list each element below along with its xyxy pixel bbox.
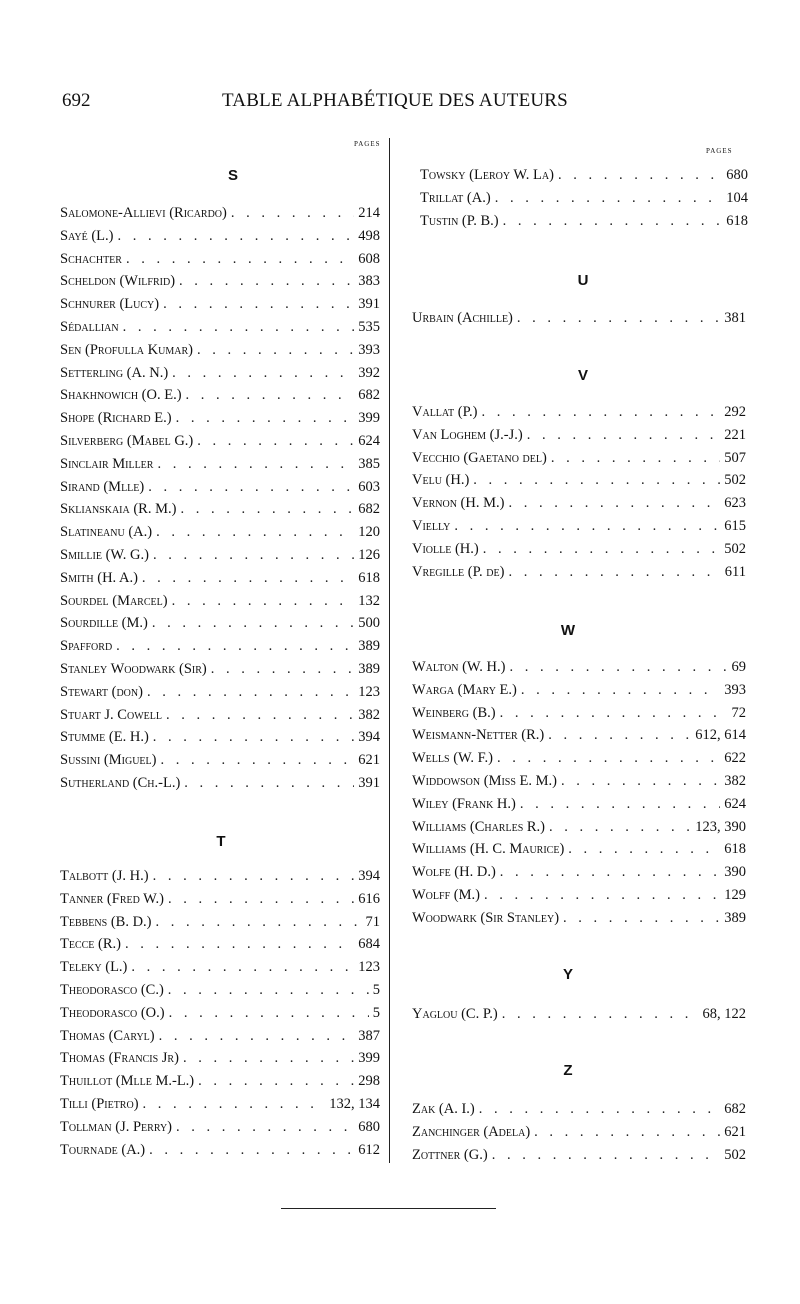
page-reference: 387 <box>358 1027 380 1044</box>
leader-dots <box>454 518 720 535</box>
leader-dots <box>509 659 727 676</box>
leader-dots <box>483 541 721 558</box>
page-reference: 618 <box>726 212 748 229</box>
leader-dots <box>116 638 354 655</box>
leader-dots <box>568 841 720 858</box>
author-name: Tilli (Pietro) <box>60 1096 139 1112</box>
index-entry <box>412 910 746 932</box>
author-name: Walton (W. H.) <box>412 659 506 675</box>
index-entry <box>412 564 746 586</box>
author-name: Thomas (Francis Jr) <box>60 1050 179 1067</box>
author-name: Williams (H. C. Maurice) <box>412 841 565 858</box>
index-entry <box>60 479 380 501</box>
index-entry <box>60 593 380 615</box>
section-letter: T <box>216 833 226 850</box>
page-number: 692 <box>62 90 91 111</box>
leader-dots <box>197 342 354 359</box>
leader-dots <box>551 450 720 467</box>
leader-dots <box>156 524 354 541</box>
index-entry <box>60 868 380 890</box>
index-entry <box>60 1028 380 1050</box>
leader-dots <box>180 501 354 518</box>
author-name: Tebbens (B. D.) <box>60 913 152 930</box>
leader-dots <box>521 682 720 699</box>
leader-dots <box>186 387 355 404</box>
index-entry <box>60 228 380 250</box>
author-name: Towsky (Leroy W. La) <box>420 167 554 183</box>
author-name: Slatineanu (A.) <box>60 524 153 541</box>
index-entry <box>412 450 746 472</box>
author-name: Tollman (J. Perry) <box>60 1118 172 1135</box>
page-reference: 389 <box>724 909 746 926</box>
author-name: Thuillot (Mlle M.-L.) <box>60 1073 195 1090</box>
index-entry <box>60 365 380 387</box>
page-reference: 502 <box>724 472 746 489</box>
page-reference: 381 <box>724 310 746 326</box>
author-name: Weinberg (B.) <box>412 704 496 721</box>
author-name: Van Loghem (J.-J.) <box>412 426 523 443</box>
index-entry <box>60 982 380 1004</box>
leader-dots <box>563 910 720 927</box>
page-reference: 618 <box>358 569 380 586</box>
index-entry <box>60 251 380 273</box>
page-reference: 394 <box>358 868 380 884</box>
leader-dots <box>508 564 720 581</box>
page-reference: 393 <box>358 341 380 358</box>
index-entry <box>60 1005 380 1027</box>
page-reference: 621 <box>358 752 380 769</box>
page-reference: 603 <box>358 478 380 495</box>
index-entry <box>60 547 380 569</box>
index-entry <box>60 296 380 318</box>
page-reference: 385 <box>358 455 380 472</box>
leader-dots <box>160 752 354 769</box>
author-name: Sinclair Miller <box>60 455 154 472</box>
page-reference: 682 <box>724 1101 746 1117</box>
index-entry <box>60 524 380 546</box>
index-entry <box>60 501 380 523</box>
author-name: Smillie (W. G.) <box>60 547 149 563</box>
author-name: Schachter <box>60 250 122 267</box>
author-name: Thomas (Caryl) <box>60 1027 155 1044</box>
leader-dots <box>159 1028 355 1045</box>
column-divider <box>389 138 390 1163</box>
page-reference: 535 <box>358 319 380 335</box>
author-name: Smith (H. A.) <box>60 569 138 586</box>
page-reference: 394 <box>358 729 380 746</box>
page-reference: 126 <box>358 547 380 563</box>
index-entry <box>60 1096 380 1118</box>
author-name: Vecchio (Gaetano del) <box>412 449 547 466</box>
index-entry <box>412 819 746 841</box>
author-name: Trillat (A.) <box>420 189 491 206</box>
index-entry <box>60 433 380 455</box>
index-entry <box>60 661 380 683</box>
leader-dots <box>157 456 354 473</box>
page-reference: 618 <box>724 841 746 858</box>
author-name: Sayé (L.) <box>60 227 114 244</box>
leader-dots <box>156 914 362 931</box>
author-name: Stuart J. Cowell <box>60 706 162 723</box>
leader-dots <box>172 365 354 382</box>
page-reference: 120 <box>358 524 380 541</box>
leader-dots <box>117 228 354 245</box>
page-reference: 507 <box>724 449 746 466</box>
author-name: Tournade (A.) <box>60 1141 146 1158</box>
page-reference: 391 <box>358 775 380 791</box>
leader-dots <box>558 167 722 184</box>
leader-dots <box>123 319 355 336</box>
author-name: Williams (Charles R.) <box>412 818 546 835</box>
page-reference: 68, 122 <box>702 1006 746 1022</box>
leader-dots <box>527 427 721 444</box>
author-name: Zottner (G.) <box>412 1146 488 1163</box>
index-entry <box>412 472 746 494</box>
page-reference: 624 <box>724 795 746 812</box>
index-entry <box>60 410 380 432</box>
author-name: Scheldon (Wilfrid) <box>60 273 176 290</box>
author-name: Silverberg (Mabel G.) <box>60 433 194 449</box>
author-name: Wiley (Frank H.) <box>412 795 516 812</box>
page-reference: 104 <box>726 189 748 206</box>
index-entry <box>420 167 748 189</box>
leader-dots <box>143 1096 326 1113</box>
page-reference: 608 <box>358 250 380 267</box>
author-name: Sédallian <box>60 319 119 335</box>
leader-dots <box>503 213 723 230</box>
leader-dots <box>484 887 720 904</box>
author-name: Sen (Profulla Kumar) <box>60 341 193 358</box>
index-entry <box>412 887 746 909</box>
index-entry <box>60 342 380 364</box>
leader-dots <box>179 273 354 290</box>
index-entry <box>412 841 746 863</box>
author-name: Theodorasco (O.) <box>60 1004 165 1021</box>
page-reference: 621 <box>724 1123 746 1140</box>
author-name: Velu (H.) <box>412 472 470 489</box>
section-letter: W <box>560 622 576 639</box>
author-name: Wolff (M.) <box>412 887 480 903</box>
author-name: Urbain (Achille) <box>412 310 513 326</box>
leader-dots <box>166 707 354 724</box>
author-name: Shakhnowich (O. E.) <box>60 387 182 404</box>
page-reference: 123 <box>358 683 380 700</box>
page-reference: 682 <box>358 501 380 518</box>
page-reference: 391 <box>358 296 380 313</box>
page-reference: 622 <box>724 750 746 767</box>
leader-dots <box>142 570 354 587</box>
page-reference: 123, 390 <box>695 818 746 835</box>
page-reference: 382 <box>358 706 380 723</box>
index-entry <box>60 615 380 637</box>
leader-dots <box>517 310 720 327</box>
leader-dots <box>482 404 721 421</box>
leader-dots <box>176 1119 354 1136</box>
page-reference: 132 <box>358 592 380 609</box>
author-name: Vernon (H. M.) <box>412 495 505 512</box>
index-entry <box>412 404 746 426</box>
leader-dots <box>495 190 723 207</box>
index-entry <box>412 773 746 795</box>
page-reference: 612, 614 <box>695 727 746 744</box>
index-entry <box>420 213 748 235</box>
page-reference: 680 <box>358 1118 380 1135</box>
author-name: Violle (H.) <box>412 540 479 557</box>
leader-dots <box>168 891 354 908</box>
page-reference: 623 <box>724 495 746 512</box>
index-entry <box>60 936 380 958</box>
leader-dots <box>197 433 354 450</box>
author-name: Sussini (Miguel) <box>60 752 157 769</box>
leader-dots <box>549 819 691 836</box>
page-reference: 500 <box>358 615 380 632</box>
index-entry <box>60 456 380 478</box>
index-entry <box>60 729 380 751</box>
index-entry <box>60 1050 380 1072</box>
page-reference: 616 <box>358 890 380 907</box>
index-entry <box>412 518 746 540</box>
index-entry <box>412 796 746 818</box>
index-entry <box>60 1073 380 1095</box>
section-letter: U <box>577 272 589 289</box>
author-name: Wolfe (H. D.) <box>412 864 496 881</box>
index-entry <box>412 750 746 772</box>
page-reference: 389 <box>358 638 380 655</box>
page-reference: 498 <box>358 227 380 244</box>
page-reference: 72 <box>731 704 746 721</box>
author-name: Zak (A. I.) <box>412 1101 475 1117</box>
leader-dots <box>520 796 720 813</box>
index-entry <box>60 707 380 729</box>
page-reference: 298 <box>358 1073 380 1090</box>
page-reference: 392 <box>358 364 380 381</box>
index-entry <box>60 319 380 341</box>
index-entry <box>412 1147 746 1169</box>
index-entry <box>412 864 746 886</box>
section-letter: Y <box>562 966 573 983</box>
author-name: Stanley Woodwark (Sir) <box>60 661 207 677</box>
page-reference: 129 <box>724 887 746 903</box>
page-reference: 389 <box>358 661 380 677</box>
author-name: Teleky (L.) <box>60 959 128 976</box>
index-entry <box>412 310 746 332</box>
page-reference: 123 <box>358 959 380 976</box>
leader-dots <box>153 547 354 564</box>
index-entry <box>412 1101 746 1123</box>
index-entry <box>412 682 746 704</box>
section-letter: Z <box>563 1062 573 1079</box>
page-reference: 383 <box>358 273 380 290</box>
index-entry <box>60 638 380 660</box>
index-entry <box>60 570 380 592</box>
index-entry <box>60 891 380 913</box>
leader-dots <box>147 684 354 701</box>
leader-dots <box>231 205 354 222</box>
leader-dots <box>479 1101 720 1118</box>
leader-dots <box>534 1124 720 1141</box>
page-reference: 502 <box>724 1146 746 1163</box>
leader-dots <box>183 1050 354 1067</box>
page-reference: 71 <box>365 913 380 930</box>
leader-dots <box>502 1006 699 1023</box>
author-name: Talbott (J. H.) <box>60 868 149 884</box>
leader-dots <box>184 775 354 792</box>
author-name: Wells (W. F.) <box>412 750 493 767</box>
leader-dots <box>198 1073 354 1090</box>
index-entry <box>412 705 746 727</box>
author-name: Theodorasco (C.) <box>60 982 164 998</box>
index-entry <box>412 1006 746 1028</box>
author-name: Zanchinger (Adela) <box>412 1123 531 1140</box>
leader-dots <box>131 959 354 976</box>
page-reference: 615 <box>724 518 746 534</box>
author-name: Vielly <box>412 518 451 534</box>
page-reference: 399 <box>358 410 380 427</box>
leader-dots <box>126 251 354 268</box>
section-letter: V <box>577 367 588 384</box>
index-entry <box>60 752 380 774</box>
page-reference: 214 <box>358 205 380 221</box>
page-reference: 390 <box>724 864 746 881</box>
section-letter: S <box>227 167 238 184</box>
index-entry <box>412 495 746 517</box>
page-reference: 132, 134 <box>329 1096 380 1112</box>
page-reference: 5 <box>372 982 380 998</box>
author-name: Weismann-Netter (R.) <box>412 727 545 744</box>
leader-dots <box>148 479 354 496</box>
leader-dots <box>172 593 355 610</box>
page-reference: 682 <box>358 387 380 404</box>
leader-dots <box>497 750 720 767</box>
index-entry <box>412 1124 746 1146</box>
index-entry <box>60 684 380 706</box>
author-name: Tecce (R.) <box>60 936 121 953</box>
leader-dots <box>548 727 691 744</box>
leader-dots <box>149 1142 354 1159</box>
author-name: Schnurer (Lucy) <box>60 296 160 313</box>
leader-dots <box>492 1147 721 1164</box>
leader-dots <box>125 936 354 953</box>
leader-dots <box>169 1005 369 1022</box>
index-entry <box>60 205 380 227</box>
index-entry <box>60 1142 380 1164</box>
author-name: Tanner (Fred W.) <box>60 890 164 907</box>
author-name: Salomone-Allievi (Ricardo) <box>60 205 227 221</box>
pages-column-label: pages <box>706 145 733 156</box>
author-name: Setterling (A. N.) <box>60 364 169 381</box>
author-name: Sourdille (M.) <box>60 615 148 632</box>
page-reference: 393 <box>724 681 746 698</box>
index-entry <box>420 190 748 212</box>
leader-dots <box>500 864 720 881</box>
leader-dots <box>176 410 355 427</box>
leader-dots <box>152 615 354 632</box>
author-name: Warga (Mary E.) <box>412 681 517 698</box>
leader-dots <box>168 982 369 999</box>
author-name: Vregille (P. de) <box>412 563 505 580</box>
leader-dots <box>153 868 355 885</box>
bottom-rule <box>281 1208 496 1209</box>
index-entry <box>412 659 746 681</box>
author-name: Sklianskaia (R. M.) <box>60 501 177 518</box>
page-reference: 292 <box>724 404 746 420</box>
author-name: Vallat (P.) <box>412 404 478 420</box>
leader-dots <box>561 773 720 790</box>
page-reference: 611 <box>724 563 746 580</box>
author-name: Tustin (P. B.) <box>420 212 499 229</box>
page-reference: 624 <box>358 433 380 449</box>
page-reference: 382 <box>724 773 746 789</box>
author-name: Widdowson (Miss E. M.) <box>412 773 558 789</box>
page-reference: 502 <box>724 540 746 557</box>
leader-dots <box>153 729 354 746</box>
page-reference: 69 <box>731 659 746 675</box>
page-reference: 221 <box>724 426 746 443</box>
author-name: Sourdel (Marcel) <box>60 592 168 609</box>
index-entry <box>412 427 746 449</box>
page-reference: 399 <box>358 1050 380 1067</box>
page-reference: 684 <box>358 936 380 953</box>
author-name: Sutherland (Ch.-L.) <box>60 775 181 791</box>
index-entry <box>60 959 380 981</box>
page-title: TABLE ALPHABÉTIQUE DES AUTEURS <box>222 90 568 111</box>
leader-dots <box>163 296 354 313</box>
leader-dots <box>500 705 728 722</box>
index-entry <box>60 1119 380 1141</box>
index-entry <box>412 541 746 563</box>
author-name: Shope (Richard E.) <box>60 410 172 427</box>
author-name: Stumme (E. H.) <box>60 729 149 746</box>
leader-dots <box>508 495 720 512</box>
leader-dots <box>211 661 354 678</box>
index-entry <box>60 273 380 295</box>
pages-column-label: pages <box>354 138 381 149</box>
author-name: Sirand (Mlle) <box>60 478 145 495</box>
index-entry <box>60 775 380 797</box>
page-reference: 5 <box>372 1004 380 1021</box>
author-name: Yaglou (C. P.) <box>412 1006 498 1022</box>
author-name: Spafford <box>60 638 113 655</box>
page-reference: 680 <box>726 167 748 183</box>
index-entry <box>60 914 380 936</box>
index-entry <box>60 387 380 409</box>
leader-dots <box>473 472 720 489</box>
author-name: Woodwark (Sir Stanley) <box>412 909 560 926</box>
index-entry <box>412 727 746 749</box>
page-reference: 612 <box>358 1141 380 1158</box>
author-name: Stewart (don) <box>60 683 143 700</box>
